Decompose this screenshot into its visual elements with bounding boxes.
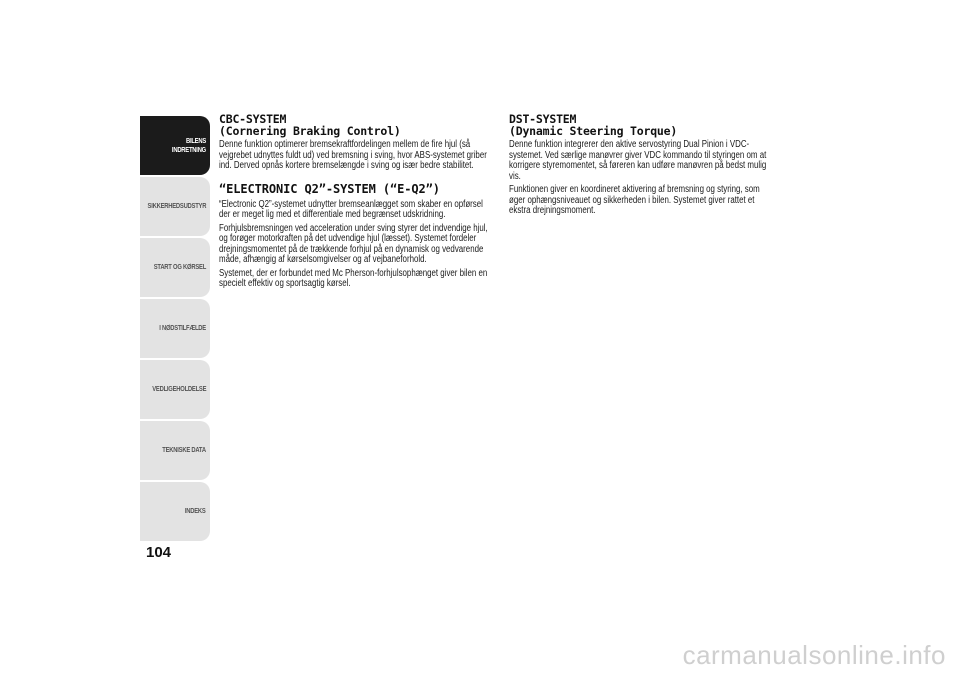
watermark: carmanualsonline.info [682, 640, 946, 670]
eq2-text-1: “Electronic Q2”-systemet udnytter bremseanlægget som skaber en opførsel der er meget lig med et differentiale med begrænset udskridning. [219, 198, 483, 220]
tab-label: I NØDSTILFÆLDE [159, 323, 206, 333]
tab-label: SIKKERHEDSUDSTYR [147, 201, 206, 211]
tab-label: START OG KØRSEL [153, 262, 206, 272]
cbc-subheading: (Cornering Braking Control) [219, 124, 401, 138]
tab-label: INDEKS [185, 506, 206, 516]
dst-text-2: Funktionen giver en koordineret aktivering af bremsning og styring, som øger ophængsniveauet og sikkerheden i bilen. Systemet giver rattet et ekstra drejningsmoment. [509, 184, 760, 216]
tab-i-nodstilfaelde[interactable] [140, 299, 210, 358]
tab-label: VEDLIGEHOLDELSE [151, 384, 206, 394]
dst-paragraph-1 [509, 140, 774, 182]
dst-text-1: Denne funktion integrerer den aktive servostyring Dual Pinion i VDC-systemet. Ved særlige manøvrer giver VDC kommando til styringen om at korrigere styremomentet, så føreren kan udføre manøvren på bedst mulig vis. [509, 139, 767, 182]
dst-subheading: (Dynamic Steering Torque) [509, 124, 678, 138]
tab-label: BILENS INDRETNING [171, 135, 206, 154]
tab-indeks[interactable] [140, 482, 210, 541]
cbc-text: Denne funktion optimerer bremsekraftfordelingen mellem de fire hjul (så vejgrebet udnyttes fuldt ud) ved bremsning i sving, hvor ABS-systemet griber ind. Derved opnås kortere bremselængde i sving og især bedre stabilitet. [219, 139, 487, 171]
right-column [509, 113, 774, 220]
eq2-text-2: Forhjulsbremsningen ved acceleration under sving styrer det indvendige hjul, og forøger motorkraften på det udvendige hjul (læsset). Systemet fordeler drejningsmomentet på de trækkende forhjul på en dynamisk og vedvarende måde, afhængig af kørselsomgivelser og af vejbaneforhold. [219, 222, 488, 265]
eq2-paragraph-1 [219, 200, 494, 221]
eq2-paragraph-2 [219, 224, 494, 266]
dst-paragraph-2 [509, 185, 774, 217]
eq2-paragraph-3 [219, 269, 494, 290]
left-column [219, 113, 494, 293]
dst-heading: DST-SYSTEM [509, 112, 577, 126]
tab-label: TEKNISKE DATA [162, 445, 206, 455]
eq2-text-3: Systemet, der er forbundet med Mc Pherson-forhjulsophænget giver bilen en specielt effektiv og sportsagtig kørsel. [219, 267, 488, 289]
tab-start-og-korsel[interactable] [140, 238, 210, 297]
chapter-tab-sidebar [140, 116, 210, 546]
tab-sikkerhedsudstyr[interactable] [140, 177, 210, 236]
page-number: 104 [146, 544, 172, 561]
tab-tekniske-data[interactable] [140, 421, 210, 480]
tab-bilens-indretning[interactable] [140, 116, 210, 175]
cbc-paragraph [219, 140, 494, 172]
tab-vedligeholdelse[interactable] [140, 360, 210, 419]
cbc-heading: CBC-SYSTEM [219, 112, 287, 126]
eq2-heading: “ELECTRONIC Q2”-SYSTEM (“E-Q2”) [219, 181, 440, 196]
